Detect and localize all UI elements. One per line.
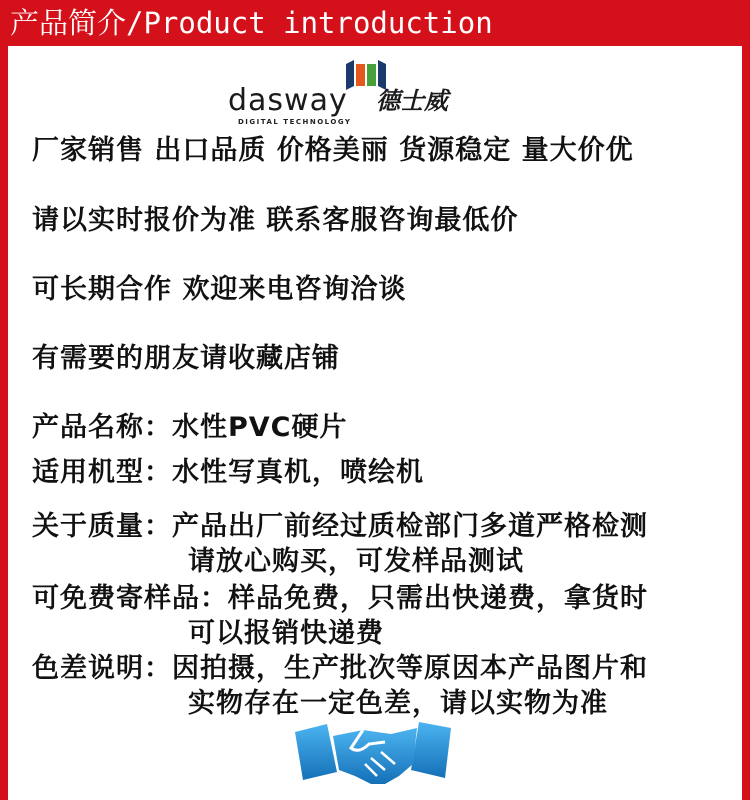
spec-continuation: 实物存在一定色差，请以实物为准 bbox=[188, 688, 608, 719]
spec-row-quality bbox=[32, 510, 648, 544]
spec-row-free-sample bbox=[32, 582, 648, 616]
spec-row-machine-type bbox=[32, 456, 424, 490]
logo-wordmark: dasway bbox=[228, 83, 348, 118]
brand-logo bbox=[228, 58, 498, 128]
spec-label: 产品名称： bbox=[32, 412, 172, 443]
spec-label: 可免费寄样品： bbox=[32, 583, 228, 614]
promo-line-1: 厂家销售 出口品质 价格美丽 货源稳定 量大价优 bbox=[32, 135, 634, 166]
spec-row-color-difference bbox=[32, 652, 648, 686]
spec-value: 水性写真机，喷绘机 bbox=[172, 457, 424, 488]
promo-line-2: 请以实时报价为准 联系客服咨询最低价 bbox=[32, 205, 519, 236]
spec-label: 色差说明： bbox=[32, 653, 172, 684]
handshake-icon bbox=[293, 714, 453, 794]
spec-value: 水性PVC硬片 bbox=[172, 412, 348, 443]
spec-label: 关于质量： bbox=[32, 511, 172, 542]
content-panel bbox=[8, 46, 742, 800]
spec-continuation: 请放心购买，可发样品测试 bbox=[188, 546, 524, 577]
promo-line-4: 有需要的朋友请收藏店铺 bbox=[32, 343, 340, 374]
promo-line-3: 可长期合作 欢迎来电咨询洽谈 bbox=[32, 274, 407, 305]
spec-value: 样品免费，只需出快递费，拿货时 bbox=[228, 583, 648, 614]
spec-value: 因拍摄，生产批次等原因本产品图片和 bbox=[172, 653, 648, 684]
logo-subtitle: DIGITAL TECHNOLOGY bbox=[238, 118, 352, 126]
spec-label: 适用机型： bbox=[32, 457, 172, 488]
spec-continuation: 可以报销快递费 bbox=[188, 618, 384, 649]
spec-row-product-name bbox=[32, 411, 348, 445]
header-bar bbox=[0, 0, 750, 46]
logo-chinese: 德士威 bbox=[376, 87, 448, 115]
spec-value: 产品出厂前经过质检部门多道严格检测 bbox=[172, 511, 648, 542]
header-title: 产品简介/Product introduction bbox=[10, 6, 493, 40]
